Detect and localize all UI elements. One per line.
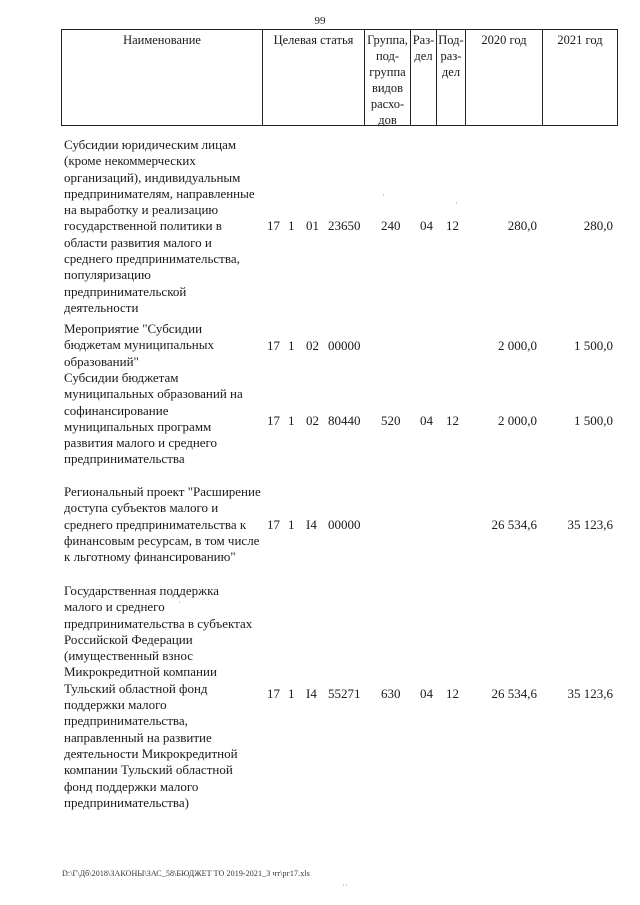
row-name-line: Тульский областной фонд — [64, 680, 208, 696]
row-name-line: к льготному финансированию" — [64, 549, 236, 565]
row-name-line: организаций), индивидуальным — [64, 169, 241, 185]
row-name — [64, 484, 264, 565]
row-podrazdel: 12 — [446, 413, 459, 428]
row-name — [64, 370, 264, 468]
row-name-line: деятельности — [64, 299, 139, 315]
row-code-d: 80440 — [328, 413, 361, 428]
row-code-c: I4 — [306, 517, 317, 532]
header-podrazdel-line: раз- — [440, 49, 462, 63]
header-group-line: дов — [378, 113, 397, 127]
row-code-b: 1 — [288, 413, 295, 428]
scan-speck: · — [382, 190, 385, 200]
row-group: 240 — [381, 218, 401, 233]
header-target-label: Целевая статья — [273, 33, 354, 47]
row-name — [64, 583, 264, 811]
table-header — [61, 29, 618, 126]
row-value-2020: 280,0 — [507, 218, 537, 233]
row-name-line: малого и среднего — [64, 599, 165, 615]
row-name-line: популяризацию — [64, 267, 151, 283]
row-name-line: предпринимательства) — [64, 794, 189, 810]
row-name-line: развития малого и среднего — [64, 435, 218, 451]
row-name-line: Микрокредитной компании — [64, 664, 217, 680]
row-razdel: 04 — [420, 218, 433, 233]
header-2020-label: 2020 год — [481, 33, 527, 47]
header-razdel-line: Раз- — [412, 33, 435, 47]
row-name-line: Мероприятие "Субсидии — [64, 321, 203, 336]
row-value-2020: 2 000,0 — [498, 413, 537, 428]
row-name-line: предпринимательской — [64, 283, 187, 299]
header-2021-label: 2021 год — [557, 33, 603, 47]
row-name-line: на выработку и реализацию — [64, 202, 219, 218]
row-code-a: 17 — [267, 218, 280, 233]
header-name-label: Наименование — [123, 33, 201, 47]
row-code-d: 00000 — [328, 517, 361, 532]
row-name-line: (кроме некоммерческих — [64, 153, 196, 169]
row-code-a: 17 — [267, 517, 280, 532]
header-group — [365, 30, 411, 125]
row-code-d: 55271 — [328, 686, 361, 701]
row-code-c: 01 — [306, 218, 319, 233]
row-name-line: Субсидии юридическим лицам — [64, 137, 237, 152]
row-code-d: 23650 — [328, 218, 361, 233]
row-name-line: предпринимательства, — [64, 713, 188, 729]
row-code-b: 1 — [288, 686, 295, 701]
header-razdel-line: дел — [414, 49, 433, 63]
header-podrazdel-line: дел — [441, 65, 461, 79]
row-name-line: среднего предпринимательства к — [64, 516, 247, 532]
row-value-2021: 1 500,0 — [574, 413, 613, 428]
row-name-line: Российской Федерации — [64, 631, 193, 647]
row-value-2020: 26 534,6 — [491, 686, 537, 701]
row-razdel: 04 — [420, 686, 433, 701]
row-code-b: 1 — [288, 338, 295, 353]
row-name-line: муниципальных программ — [64, 418, 212, 434]
row-podrazdel: 12 — [446, 218, 459, 233]
row-name-line: государственной политики в — [64, 218, 222, 234]
header-group-line: Группа, — [367, 33, 408, 47]
row-name-line: предпринимателям, направленные — [64, 185, 255, 201]
row-value-2020: 26 534,6 — [491, 517, 537, 532]
page-number: 99 — [314, 15, 326, 27]
header-razdel — [411, 30, 437, 125]
header-group-line: видов — [371, 81, 404, 95]
row-razdel: 04 — [420, 413, 433, 428]
row-name-line: софинансирование — [64, 402, 169, 418]
header-2020 — [466, 30, 543, 125]
scan-speck: · — [178, 597, 181, 607]
row-code-a: 17 — [267, 413, 280, 428]
row-name-line: направленный на развитие — [64, 729, 212, 745]
row-code-c: I4 — [306, 686, 317, 701]
header-group-line: под- — [375, 49, 400, 63]
row-code-c: 02 — [306, 338, 319, 353]
row-value-2021: 35 123,6 — [567, 686, 613, 701]
row-name-line: Региональный проект "Расширение — [64, 484, 261, 499]
row-name-line: бюджетам муниципальных — [64, 337, 214, 353]
row-name-line: Государственная поддержка — [64, 583, 220, 598]
row-code-a: 17 — [267, 686, 280, 701]
row-code-b: 1 — [288, 218, 295, 233]
row-name — [64, 321, 264, 370]
header-group-line: расхо- — [370, 97, 405, 111]
row-name-line: муниципальных образований на — [64, 386, 243, 402]
row-value-2021: 280,0 — [583, 218, 613, 233]
row-code-b: 1 — [288, 517, 295, 532]
row-podrazdel: 12 — [446, 686, 459, 701]
row-name-line: компании Тульский областной — [64, 762, 233, 778]
row-group: 630 — [381, 686, 401, 701]
row-group: 520 — [381, 413, 401, 428]
row-name-line: области развития малого и — [64, 234, 212, 250]
row-name-line: деятельности Микрокредитной — [64, 745, 238, 761]
row-value-2020: 2 000,0 — [498, 338, 537, 353]
row-name-line: финансовым ресурсам, в том числе — [64, 532, 260, 548]
header-name — [62, 30, 263, 125]
row-name-line: (имущественный взнос — [64, 648, 194, 664]
row-name-line: фонд поддержки малого — [64, 778, 199, 794]
scan-speck: · — [455, 198, 458, 208]
header-target — [263, 30, 365, 125]
header-podrazdel — [437, 30, 466, 125]
row-value-2021: 35 123,6 — [567, 517, 613, 532]
row-name-line: предпринимательства в субъектах — [64, 615, 253, 631]
header-group-line: группа — [369, 65, 406, 79]
row-name — [64, 137, 264, 316]
row-code-d: 00000 — [328, 338, 361, 353]
header-2021 — [543, 30, 617, 125]
row-value-2021: 1 500,0 — [574, 338, 613, 353]
row-name-line: среднего предпринимательства, — [64, 251, 240, 267]
scan-speck: ·· — [342, 880, 348, 890]
row-name-line: Субсидии бюджетам — [64, 370, 179, 385]
row-code-a: 17 — [267, 338, 280, 353]
header-podrazdel-line: Под- — [438, 33, 464, 47]
file-path-footer: D:\Г\Дб\2018\ЗАКОНЫ\ЗАС_58\БЮДЖЕТ ТО 2019-2021_3 чт\рг17.xls — [62, 869, 310, 878]
row-code-c: 02 — [306, 413, 319, 428]
row-name-line: образований" — [64, 353, 139, 369]
row-name-line: доступа субъектов малого и — [64, 500, 219, 516]
row-name-line: предпринимательства — [64, 451, 185, 467]
row-name-line: поддержки малого — [64, 697, 167, 713]
